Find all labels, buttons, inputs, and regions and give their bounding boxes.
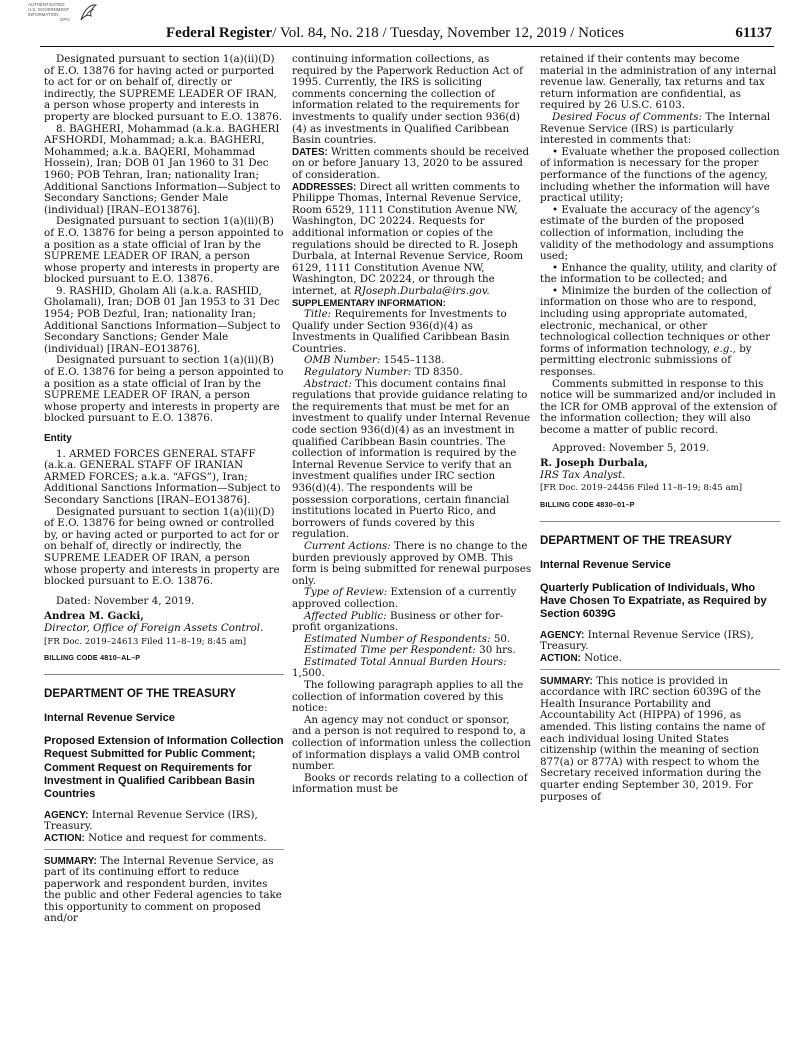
paragraph: continuing information collections, as required by the Paperwork Reduction Act of 1995. Currently, the IRS is soliciting comments concerning the collection of information related to the requirements for investments to qualify under section 936(d)(4) as investments in Qualified Caribbean Basin countries. <box>292 53 523 147</box>
agency-line <box>540 630 780 653</box>
affected-public-line <box>292 611 532 634</box>
respondents-label: Estimated Number of Respondents: <box>304 632 491 645</box>
header-details: / Vol. 84, No. 218 / Tuesday, November 12, 2019 / Notices <box>272 25 625 41</box>
omb-label: OMB Number: <box>304 354 381 367</box>
omb-text: 1545–1138. <box>383 354 445 367</box>
burden-line <box>292 657 532 680</box>
summary-text: The Internal Revenue Service, as part of its continuing effort to reduce paperwork and respondent burden, invites the public and other Federal agencies to take this opportunity to comment on proposed and/or <box>44 854 282 925</box>
focus-text: The Internal Revenue Service (IRS) is particularly interested in comments that: <box>540 110 771 147</box>
burden-text: 1,500. <box>292 667 325 680</box>
bullet-text: • Minimize the burden of the collection of information on those who are to respond, including using appropriate automated, electronic, mechanical, or other technological collection techniques or other forms of information technology, <box>540 284 772 355</box>
agency-heading: Internal Revenue Service <box>540 558 671 571</box>
review-label: Type of Review: <box>304 586 388 599</box>
column-1 <box>44 54 284 925</box>
dated-line: Dated: November 4, 2019. <box>56 594 195 607</box>
affected-public-label: Affected Public: <box>304 609 387 622</box>
agency-label: AGENCY: <box>540 629 585 641</box>
approved-line: Approved: November 5, 2019. <box>552 441 710 454</box>
header-citation <box>166 25 624 42</box>
department-heading: DEPARTMENT OF THE TREASURY <box>44 686 236 700</box>
bullet-item: • Evaluate the accuracy of the agency’s estimate of the burden of the proposed collection of information, including the validity of the methodology and assumptions used; <box>540 203 774 263</box>
signer-name: Andrea M. Gacki, <box>44 610 144 623</box>
action-label: ACTION: <box>540 652 581 664</box>
focus-label: Desired Focus of Comments: <box>552 110 703 123</box>
paragraph: The following paragraph applies to all the collection of information covered by this notice: <box>292 679 524 715</box>
dates-label: DATES: <box>292 146 328 158</box>
signer-name: R. Joseph Durbala, <box>540 457 648 470</box>
current-actions-label: Current Actions: <box>304 539 391 552</box>
billing-code: BILLING CODE 4830–01–P <box>540 499 635 509</box>
abstract-line <box>292 379 532 541</box>
billing-code: BILLING CODE 4810–AL–P <box>44 653 141 663</box>
paragraph: Designated pursuant to section 1(a)(ii)(D) of E.O. 13876 for having acted or purported to act for or on behalf of, directly or indirectly, the SUPREME LEADER OF IRAN, a person whose property and interests in property are blocked pursuant to E.O. 13876. <box>44 53 283 123</box>
current-actions-line <box>292 541 532 587</box>
regulatory-label: Regulatory Number: <box>304 366 412 379</box>
supplementary-heading: SUPPLEMENTARY INFORMATION: <box>292 297 446 309</box>
journal-name: Federal Register <box>166 25 273 41</box>
burden-label: Estimated Total Annual Burden Hours: <box>304 655 507 668</box>
agency-text: Internal Revenue Service (IRS), Treasury. <box>44 808 258 833</box>
agency-label: AGENCY: <box>44 809 89 821</box>
title-line <box>292 309 532 355</box>
section-divider <box>540 521 780 522</box>
summary-line <box>44 856 284 926</box>
paragraph: Comments submitted in response to this notice will be summarized and/or included in the ICR for OMB approval of the extension of the information collection; they will also become a matter of public record. <box>540 377 777 436</box>
bullet-eg: e.g., <box>713 342 736 355</box>
time-text: 30 hrs. <box>479 644 516 657</box>
addresses-line <box>292 182 532 298</box>
agency-heading: Internal Revenue Service <box>44 711 175 724</box>
document-title: Proposed Extension of Information Collection Request Submitted for Public Comment; Comment Request on Requirements for Investment in Qualified Caribbean Basin Countries <box>44 734 284 801</box>
signer-title: IRS Tax Analyst. <box>540 468 626 481</box>
paragraph: 8. BAGHERI, Mohammad (a.k.a. BAGHERI AFSHORDI, Mohammad; a.k.a. BAGHERI, Mohammed; a.k.a. BAQERI, Mohammad Hossein), Iran; DOB 01 Jan 1960 to 31 Dec 1960; POB Tehran, Iran; nationality Iran; Additional Sanctions Information—Subject to Secondary Sanctions; Gender Male (individual) [IRAN–EO13876]. <box>44 122 281 216</box>
time-label: Estimated Time per Respondent: <box>304 644 476 657</box>
action-label: ACTION: <box>44 832 85 844</box>
addresses-label: ADDRESSES: <box>292 181 357 193</box>
focus-line <box>540 112 780 147</box>
abstract-label: Abstract: <box>304 377 352 390</box>
fr-doc-line: [FR Doc. 2019–24613 Filed 11–8–19; 8:45 am] <box>44 636 247 647</box>
action-text: Notice and request for comments. <box>88 831 267 844</box>
respondents-text: 50. <box>493 632 511 645</box>
summary-line <box>540 676 780 804</box>
current-actions-text: There is no change to the burden previously approved by OMB. This form is being submitted for renewal purposes only. <box>292 539 532 587</box>
eagle-seal-icon <box>78 2 98 24</box>
section-divider <box>44 674 284 675</box>
paragraph: An agency may not conduct or sponsor, and a person is not required to respond to, a collection of information unless the collection of information displays a valid OMB control number. <box>292 713 531 773</box>
paragraph: Designated pursuant to section 1(a)(ii)(D) of E.O. 13876 for being owned or controlled by, or having acted or purported to act for or on behalf of, directly or indirectly, the SUPREME LEADER OF IRAN, a person whose property and interests in property are blocked pursuant to E.O. 13876. <box>44 505 280 588</box>
dates-line <box>292 147 532 182</box>
bullet-item <box>540 286 780 379</box>
paragraph: Books or records relating to a collection of information must be <box>292 771 528 796</box>
entity-heading: Entity <box>44 433 72 444</box>
column-2 <box>292 54 532 796</box>
email-link[interactable]: RJoseph.Durbala@irs.gov. <box>354 284 490 297</box>
addresses-text: Direct all written comments to Philippe Thomas, Internal Revenue Service, Room 6529, 1111 Constitution Avenue NW, Washington, DC 20224. Requests for additional information or copies of the regulations should be directed to R. Joseph Durbala, at Internal Revenue Service, Room 6129, 1111 Constitution Avenue NW, Washington, DC 20224, or through the internet, at <box>292 180 524 297</box>
page-number: 61137 <box>735 25 772 41</box>
fr-doc-line: [FR Doc. 2019–24456 Filed 11–8–19; 8:45 am] <box>540 483 743 494</box>
summary-text: This notice is provided in accordance with IRC section 6039G of the Health Insurance Portability and Accountability Act (HIPPA) of 1996, as amended. This listing contains the name of each individual losing United States citizenship (within the meaning of section 877(a) or 877A) with respect to whom the Secretary received information during the quarter ending September 30, 2019. For purposes of <box>540 674 766 803</box>
page-header <box>40 22 774 47</box>
action-line <box>44 833 284 845</box>
title-label: Title: <box>304 308 332 321</box>
dates-text: Written comments should be received on or before January 13, 2020 to be assured of consideration. <box>292 145 530 181</box>
paragraph: Designated pursuant to section 1(a)(ii)(B) of E.O. 13876 for being a person appointed to a position as a state official of Iran by the SUPREME LEADER OF IRAN, a person whose property and interests in property are blocked pursuant to E.O. 13876. <box>44 215 284 286</box>
summary-label: SUMMARY: <box>540 675 593 687</box>
affected-public-text: Business or other for-profit organizations. <box>292 609 504 634</box>
agency-line <box>44 810 284 833</box>
review-line <box>292 587 532 610</box>
bullet-item: • Evaluate whether the proposed collection of information is necessary for the proper performance of the functions of the agency, including whether the information will have practical utility; <box>540 145 780 205</box>
bullet-item: • Enhance the quality, utility, and clarity of the information to be collected; and <box>540 261 777 286</box>
document-title: Quarterly Publication of Individuals, Who Have Chosen To Expatriate, as Required by Section 6039G <box>540 581 767 621</box>
paragraph: Designated pursuant to section 1(a)(ii)(B) of E.O. 13876 for being a person appointed to a position as a state official of Iran by the SUPREME LEADER OF IRAN, a person whose property and interests in property are blocked pursuant to E.O. 13876. <box>44 354 284 425</box>
review-text: Extension of a currently approved collection. <box>292 586 517 610</box>
abstract-text: This document contains final regulations that provide guidance relating to the requirements that must be met for an investment to qualify under Internal Revenue code section 936(d)(4) as an investment in qualified Caribbean Basin countries. The collection of information is required by the Internal Revenue Service to verify that an investment qualifies under IRC section 936(d)(4). The respondents will be possession corporations, certain financial institutions located in Puerto Rico, and borrowers of funds covered by this regulation. <box>292 377 531 541</box>
action-text: Notice. <box>584 651 622 664</box>
department-heading: DEPARTMENT OF THE TREASURY <box>540 533 732 547</box>
logo-text: AUTHENTICATED U.S. GOVERNMENT INFORMATION GPO <box>28 2 70 22</box>
column-3 <box>540 54 780 803</box>
divider <box>540 669 780 670</box>
paragraph: 9. RASHID, Gholam Ali (a.k.a. RASHID, Gholamali), Iran; DOB 01 Jan 1953 to 31 Dec 1954; POB Dezful, Iran; nationality Iran; Additional Sanctions Information—Subject to Secondary Sanctions; Gender Male (individual) [IRAN–EO13876]. <box>44 284 281 355</box>
bullet-text: by permitting electronic submissions of responses. <box>540 342 752 379</box>
divider <box>44 849 284 850</box>
agency-text: Internal Revenue Service (IRS), Treasury. <box>540 628 754 653</box>
paragraph: 1. ARMED FORCES GENERAL STAFF (a.k.a. GENERAL STAFF OF IRANIAN ARMED FORCES; a.k.a. “AFGS”), Iran; Additional Sanctions Information—Subject to Secondary Sanctions [IRAN–EO13876]. <box>44 447 281 506</box>
regulatory-text: TD 8350. <box>414 366 463 379</box>
paragraph: retained if their contents may become material in the administration of any internal revenue law. Generally, tax returns and tax return information are confidential, as required by 26 U.S.C. 6103. <box>540 53 777 112</box>
action-line <box>540 653 780 665</box>
summary-label: SUMMARY: <box>44 855 97 867</box>
title-text: Requirements for Investments to Qualify under Section 936(d)(4) as Investments in Qualified Caribbean Basin Countries. <box>292 308 510 355</box>
signer-title: Director, Office of Foreign Assets Control. <box>44 621 264 634</box>
